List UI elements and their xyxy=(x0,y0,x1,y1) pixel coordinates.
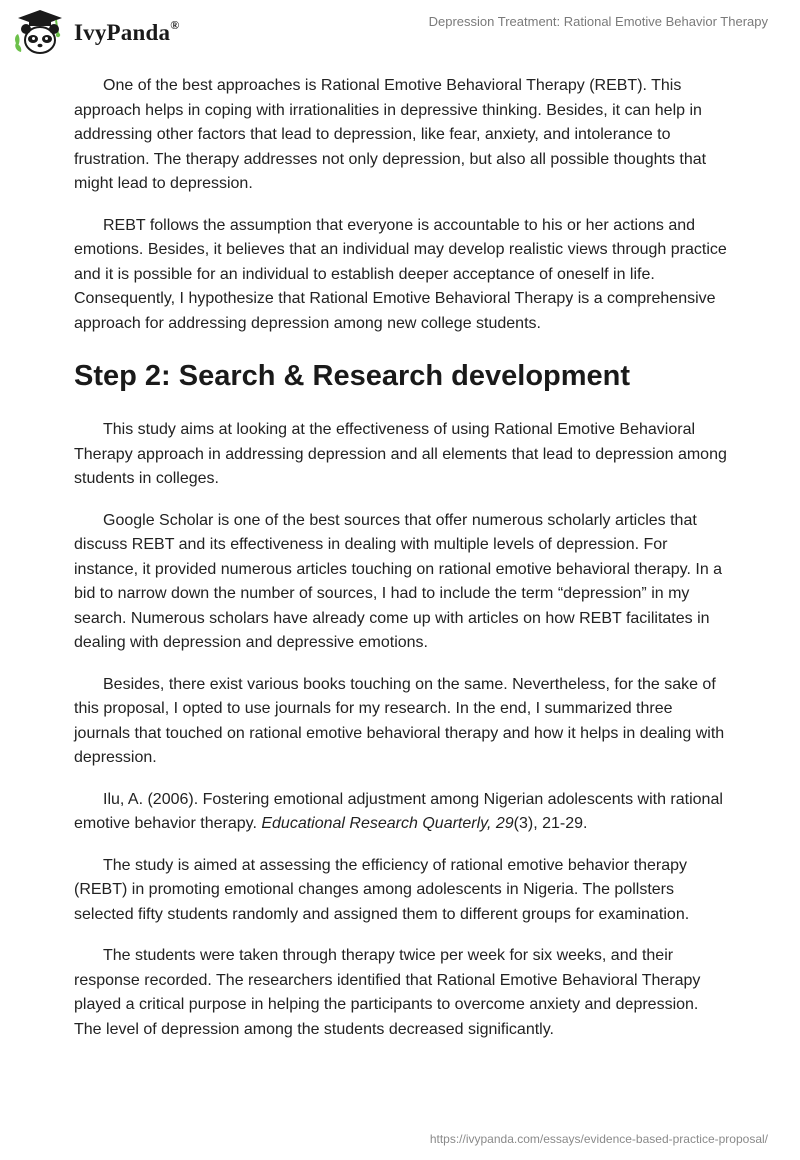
paragraph: One of the best approaches is Rational Emotive Behavioral Therapy (REBT). This approach helps in coping with irrationalities in depressive thinking. Besides, it can help in addressing other factors that lead to depression, like fear, anxiety, and intolerance to frustration. The therapy addresses not only depression, but also all possible thoughts that might lead to depression. xyxy=(74,77,707,192)
ivypanda-logo[interactable] xyxy=(12,8,179,58)
paragraph: This study aims at looking at the effectiveness of using Rational Emotive Behavioral Therapy approach in addressing depression and all elements that lead to depression among students in colleges. xyxy=(74,421,727,487)
citation xyxy=(74,788,728,837)
page-header xyxy=(0,0,800,70)
paragraph: Besides, there exist various books touching on the same. Nevertheless, for the sake of this proposal, I opted to use journals for my research. In the end, I summarized three journals that touched on rational emotive behavioral therapy and how it helps in dealing with depression. xyxy=(74,675,725,766)
citation-tail: (3), 21-29. xyxy=(513,815,588,832)
paragraph: The study is aimed at assessing the efficiency of rational emotive behavior therapy (REBT) in promoting emotional changes among adolescents in Nigeria. The pollsters selected fifty students randomly and assigned them to different groups for examination. xyxy=(74,856,690,923)
essay-body xyxy=(74,74,728,1059)
document-title: Depression Treatment: Rational Emotive Behavior Therapy xyxy=(428,14,768,29)
citation-journal: Educational Research Quarterly, 29 xyxy=(261,815,514,832)
brand-name: IvyPanda® xyxy=(74,18,180,45)
panda-graduate-icon xyxy=(12,8,68,58)
section-heading: Step 2: Search & Research development xyxy=(74,360,631,392)
paragraph: Google Scholar is one of the best sources that offer numerous scholarly articles that discuss REBT and its effectiveness in dealing with multiple levels of depression. For instance, it provided numerous articles touching on rational emotive behavioral therapy. In a bid to narrow down the number of sources, I had to include the term “depression” in my search. Numerous scholars have already come up with articles on how REBT facilitates in dealing with depression and depressive emotions. xyxy=(74,511,723,651)
source-url[interactable]: https://ivypanda.com/essays/evidence-based-practice-proposal/ xyxy=(429,1132,768,1146)
paragraph: REBT follows the assumption that everyone is accountable to his or her actions and emotions. Besides, it believes that an individual may develop realistic views through practice and it is possible for an individual to establish deeper acceptance of oneself in life. Consequently, I hypothesize that Rational Emotive Behavioral Therapy is a comprehensive approach for addressing depression among new college students. xyxy=(74,216,727,332)
citation-lead: Ilu, A. (2006). Fostering emotional adjustment among Nigerian adolescents with rational emotive behavior therapy. xyxy=(74,790,723,832)
paragraph: The students were taken through therapy twice per week for six weeks, and their response recorded. The researchers identified that Rational Emotive Behavioral Therapy played a critical purpose in helping the participants to overcome anxiety and depression. The level of depression among the students decreased significantly. xyxy=(74,947,701,1038)
